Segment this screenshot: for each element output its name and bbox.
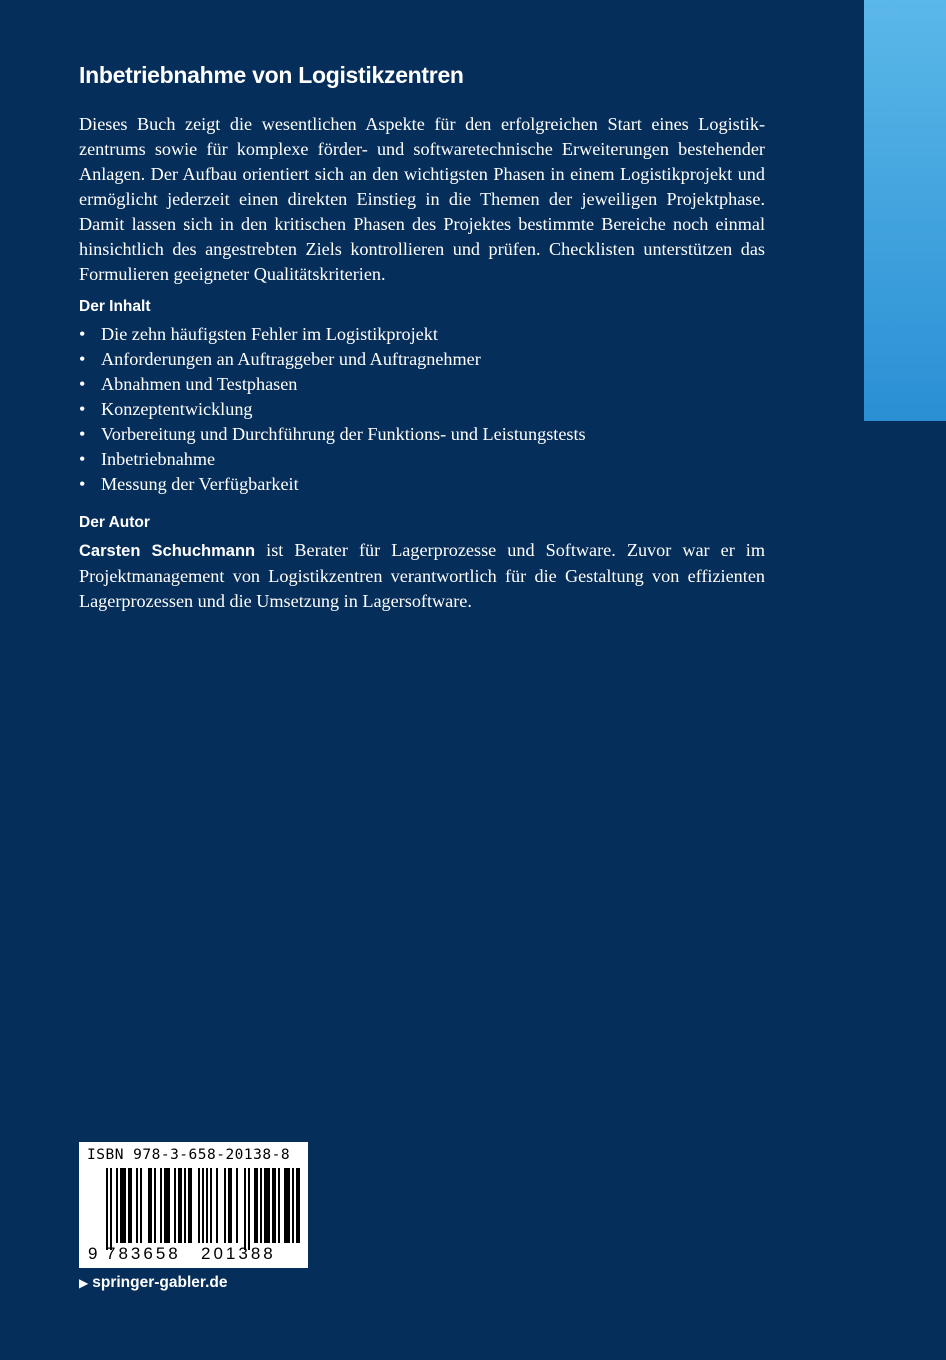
barcode-bar bbox=[136, 1168, 138, 1243]
barcode-bar bbox=[272, 1168, 276, 1243]
barcode-bar bbox=[160, 1168, 162, 1243]
barcode-bar bbox=[148, 1168, 152, 1243]
barcode-leading-digit: 9 bbox=[88, 1244, 98, 1263]
barcode-digits bbox=[79, 1244, 308, 1266]
contents-list bbox=[79, 322, 765, 497]
barcode-bar bbox=[178, 1168, 182, 1243]
barcode-bar bbox=[244, 1168, 246, 1250]
barcode-bar bbox=[260, 1168, 262, 1243]
website-url: springer-gabler.de bbox=[92, 1274, 228, 1291]
contents-heading: Der Inhalt bbox=[79, 298, 151, 315]
barcode-bar bbox=[254, 1168, 258, 1243]
barcode-bar bbox=[224, 1168, 226, 1243]
bullet-icon: • bbox=[79, 324, 86, 344]
list-item: • Die zehn häufigsten Fehler im Logistikprojekt bbox=[79, 322, 765, 347]
barcode-left-digits: 783658 bbox=[106, 1244, 181, 1263]
barcode-bar bbox=[128, 1168, 132, 1243]
bullet-icon: • bbox=[79, 399, 86, 419]
barcode-bar bbox=[106, 1168, 108, 1250]
barcode-bar bbox=[140, 1168, 142, 1243]
barcode-bar bbox=[264, 1168, 270, 1243]
barcode-bar bbox=[278, 1168, 280, 1243]
barcode-bar bbox=[248, 1168, 250, 1250]
author-name: Carsten Schuchmann bbox=[79, 542, 256, 560]
back-cover-text bbox=[79, 58, 765, 624]
list-item: • Vorbereitung und Durchführung der Funktions- und Leistungstests bbox=[79, 422, 765, 447]
barcode-bar bbox=[188, 1168, 192, 1243]
barcode-bar bbox=[164, 1168, 170, 1243]
barcode-bar bbox=[236, 1168, 238, 1243]
barcode-bar bbox=[284, 1168, 290, 1243]
list-item: • Inbetriebnahme bbox=[79, 447, 765, 472]
bullet-icon: • bbox=[79, 349, 86, 369]
barcode-bar bbox=[210, 1168, 212, 1243]
list-item: • Messung der Verfügbarkeit bbox=[79, 472, 765, 497]
list-item: • Konzeptentwicklung bbox=[79, 397, 765, 422]
author-bio-text: ist Berater für Lagerprozesse und Software. Zuvor war er im Projektmanagement von Logistikzentren verantwortlich für die Gestaltung von effizienten Lagerprozessen und die Umsetzung in Lagersoftware. bbox=[79, 540, 766, 611]
accent-bar bbox=[864, 0, 946, 421]
author-bio bbox=[79, 538, 765, 614]
list-item: • Anforderungen an Auftraggeber und Auftragnehmer bbox=[79, 347, 765, 372]
book-title: Inbetriebnahme von Logistikzentren bbox=[79, 62, 464, 88]
barcode-bar bbox=[110, 1168, 112, 1250]
list-item: • Abnahmen und Testphasen bbox=[79, 372, 765, 397]
barcode-bar bbox=[296, 1168, 300, 1243]
bullet-icon: • bbox=[79, 449, 86, 469]
publisher-website[interactable] bbox=[79, 1272, 227, 1294]
barcode-bar bbox=[154, 1168, 156, 1243]
arrow-right-icon: ▶ bbox=[79, 1276, 89, 1290]
barcode-right-digits: 201388 bbox=[201, 1244, 276, 1263]
bullet-icon: • bbox=[79, 474, 86, 494]
author-heading: Der Autor bbox=[79, 514, 150, 531]
barcode-bar bbox=[202, 1168, 204, 1243]
barcode-bar bbox=[116, 1168, 118, 1243]
barcode-bar bbox=[198, 1168, 200, 1243]
isbn-barcode bbox=[79, 1142, 308, 1268]
barcode-bar bbox=[216, 1168, 218, 1243]
book-description: Dieses Buch zeigt die wesentlichen Aspekte für den erfolgreichen Start eines Logistikzentrums sowie für komplexe förder- und softwaretechnische Erweiterungen bestehender Anlagen. Der Aufbau orientiert sich an den wichtigsten Phasen in einem Logistikprojekt und ermöglicht jederzeit einen direkten Einstieg in die Themen der jeweiligen Projektphase. Damit lassen sich in den kritischen Phasen des Projektes bestimmte Bereiche noch einmal hinsichtlich des angestrebten Ziels kontrollieren und prüfen. Checklisten unterstützen das Formulieren geeigneter Qualitätskriterien. bbox=[79, 114, 765, 284]
barcode-bar bbox=[184, 1168, 186, 1243]
barcode-bar bbox=[120, 1168, 126, 1243]
bullet-icon: • bbox=[79, 424, 86, 444]
bullet-icon: • bbox=[79, 374, 86, 394]
barcode-bar bbox=[174, 1168, 176, 1243]
barcode-bar bbox=[206, 1168, 208, 1243]
isbn-label: ISBN 978-3-658-20138-8 bbox=[87, 1147, 291, 1163]
barcode-bar bbox=[228, 1168, 232, 1243]
barcode-bar bbox=[292, 1168, 294, 1243]
